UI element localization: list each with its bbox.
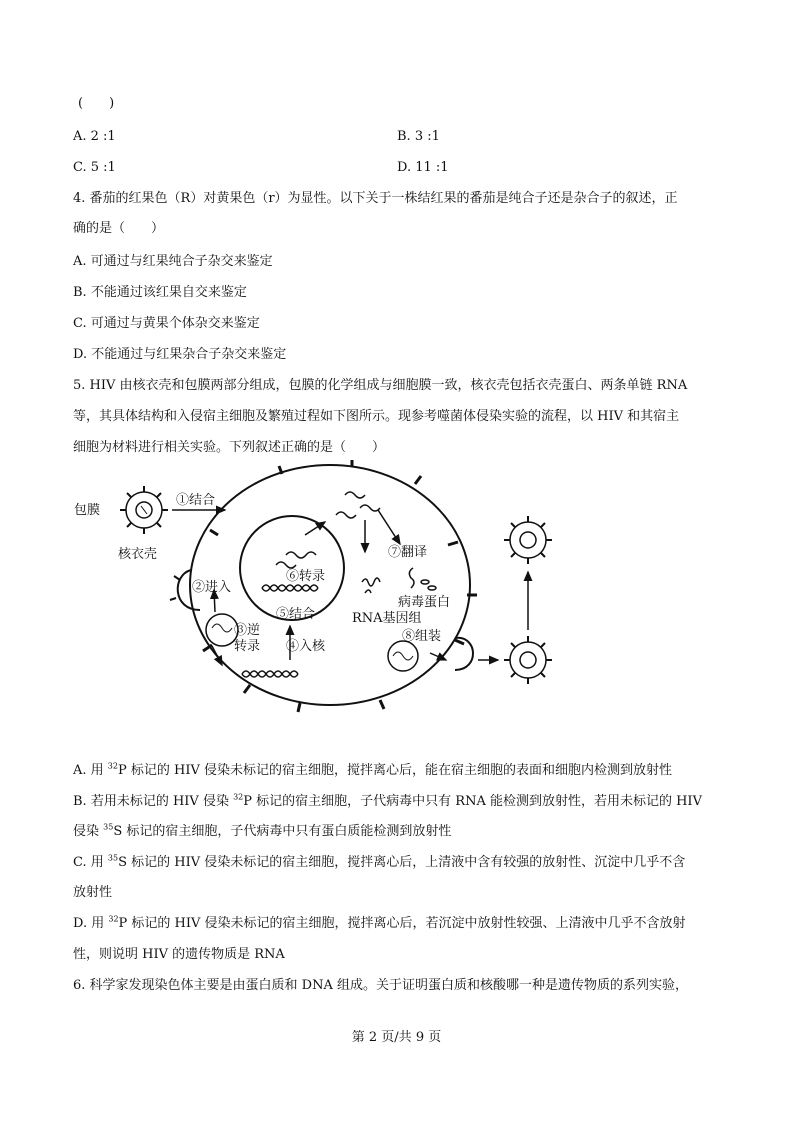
page-footer: 第 2 页/共 9 页 — [351, 1030, 442, 1045]
label-step6: ⑥转录 — [286, 569, 326, 584]
q3-option-d: D. 11 :1 — [397, 160, 449, 175]
q5-option-c-line2: 放射性 — [73, 885, 113, 900]
label-rna-genome: RNA基因组 — [352, 611, 422, 626]
label-step1: ①结合 — [176, 493, 216, 508]
q4-stem-line1: 4. 番茄的红果色（R）对黄果色（r）为显性。以下关于一株结红果的番茄是纯合子还是杂合子的叙述，正 — [73, 191, 678, 206]
label-step7: ⑦翻译 — [388, 545, 428, 560]
label-step5: ⑤结合 — [276, 607, 316, 622]
q4-option-b: B. 不能通过该红果自交来鉴定 — [73, 285, 247, 300]
label-envelope: 包膜 — [74, 503, 101, 518]
label-capsid: 核衣壳 — [118, 547, 158, 562]
label-step8: ⑧组装 — [402, 629, 442, 644]
label-step3b: 转录 — [234, 639, 261, 654]
q4-option-c: C. 可通过与黄果个体杂交来鉴定 — [73, 316, 260, 331]
q5-stem-line2: 等，其具体结构和入侵宿主细胞及繁殖过程如下图所示。现参考噬菌体侵染实验的流程，以 HIV 和其宿主 — [73, 409, 680, 424]
q4-option-a: A. 可通过与红果纯合子杂交来鉴定 — [73, 254, 273, 269]
q4-stem-line2: 确的是（ ） — [73, 221, 165, 236]
q4-option-d: D. 不能通过与红果杂合子杂交来鉴定 — [73, 347, 287, 362]
q3-option-a: A. 2 :1 — [73, 129, 116, 144]
q5-option-d-line1: D. 用 $^{32}$P 标记的 HIV 侵染未标记的宿主细胞，搅拌离心后，若沉淀中放射性较强、上清液中几乎不含放射 — [73, 914, 686, 931]
label-step3a: ③逆 — [234, 623, 261, 638]
label-viral-protein: 病毒蛋白 — [398, 595, 451, 610]
q6-stem-line1: 6. 科学家发现染色体主要是由蛋白质和 DNA 组成。关于证明蛋白质和核酸哪一种是遗传物质的系列实验， — [73, 978, 688, 993]
hiv-infection-diagram — [0, 460, 793, 760]
q5-option-a: A. 用 $^{32}$P 标记的 HIV 侵染未标记的宿主细胞，搅拌离心后，能在宿主细胞的表面和细胞内检测到放射性 — [73, 761, 672, 778]
q5-option-b-line2: 侵染 $^{35}$S 标记的宿主细胞，子代病毒中只有蛋白质能检测到放射性 — [73, 822, 452, 839]
q3-blank: ( ) — [78, 96, 115, 111]
q5-stem-line3: 细胞为材料进行相关实验。下列叙述正确的是（ ） — [73, 440, 386, 455]
q3-option-c: C. 5 :1 — [73, 160, 116, 175]
q5-option-d-line2: 性，则说明 HIV 的遗传物质是 RNA — [73, 947, 285, 962]
label-step4: ④入核 — [286, 639, 326, 654]
q5-option-c-line1: C. 用 $^{35}$S 标记的 HIV 侵染未标记的宿主细胞，搅拌离心后，上清液中含有较强的放射性、沉淀中几乎不含 — [73, 853, 686, 870]
released-virus-1 — [504, 516, 552, 564]
q5-option-b-line1: B. 若用未标记的 HIV 侵染 $^{32}$P 标记的宿主细胞，子代病毒中只有 RNA 能检测到放射性，若用未标记的 HIV — [73, 792, 702, 809]
q5-stem-line1: 5. HIV 由核衣壳和包膜两部分组成，包膜的化学组成与细胞膜一致，核衣壳包括衣壳蛋白、两条单链 RNA — [73, 378, 688, 393]
host-cell — [190, 465, 470, 705]
label-step2: ②进入 — [192, 580, 232, 595]
q3-option-b: B. 3 :1 — [397, 129, 440, 144]
released-virus-2 — [504, 636, 552, 684]
free-virus-left — [120, 486, 168, 534]
